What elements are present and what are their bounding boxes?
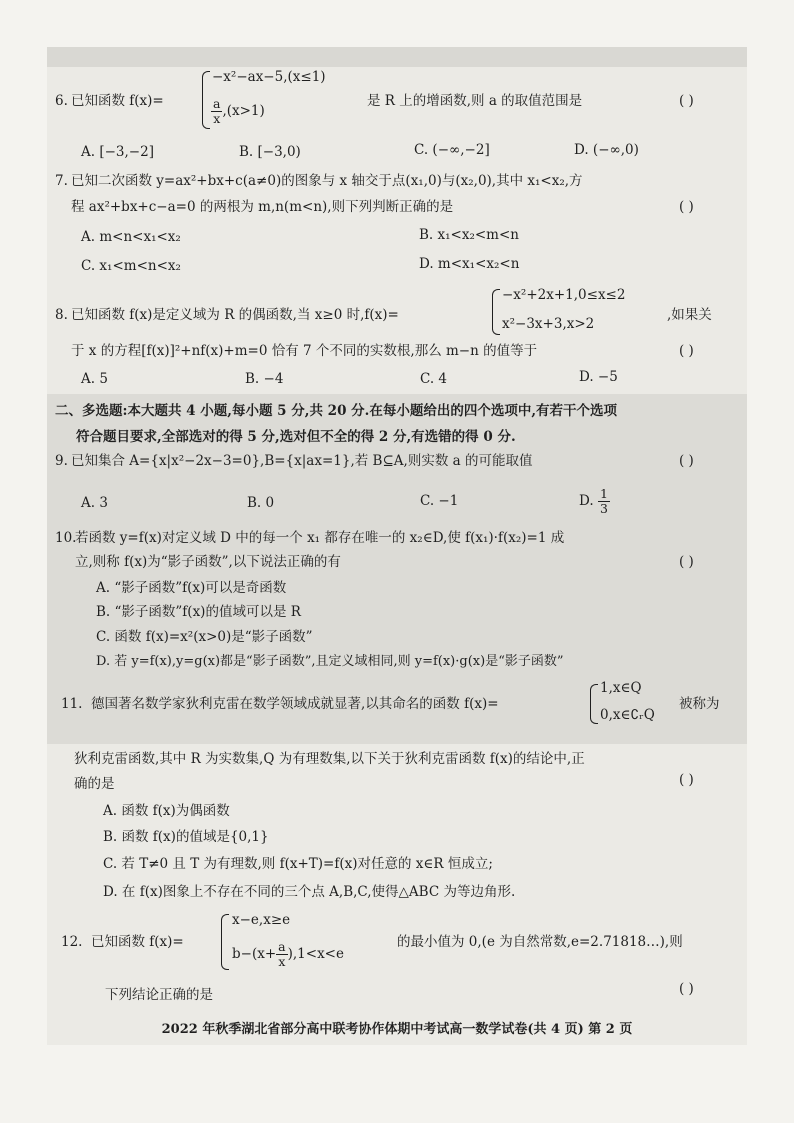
question-line-2: 下列结论正确的是 xyxy=(105,987,213,1003)
answer-parentheses: ( ) xyxy=(679,93,694,109)
piecewise-case-2: 0,x∈∁ᵣQ xyxy=(600,707,655,723)
piecewise-case-1: −x²−ax−5,(x≤1) xyxy=(212,69,326,85)
piecewise-brace xyxy=(202,71,210,129)
fraction-denominator: x xyxy=(213,111,221,126)
option-d: D. m<x₁<x₂<n xyxy=(419,256,520,272)
option-b: B. [−3,0) xyxy=(239,144,301,160)
fraction-denominator: 3 xyxy=(599,501,608,516)
question-number: 8. xyxy=(55,307,68,323)
question-line-3: 确的是 xyxy=(74,776,115,792)
question-number: 10. xyxy=(55,530,77,546)
question-8 xyxy=(47,285,747,343)
option-a: A. 函数 f(x)为偶函数 xyxy=(103,803,230,819)
question-stem: 已知函数 f(x)= xyxy=(91,934,184,950)
option-label: D. xyxy=(579,493,594,509)
piecewise-brace xyxy=(590,684,598,724)
question-number: 9. xyxy=(55,453,68,469)
question-line-2: 立,则称 f(x)为“影子函数”,以下说法正确的有 xyxy=(75,554,341,570)
answer-parentheses: ( ) xyxy=(679,981,694,997)
piecewise-case-2: x²−3x+3,x>2 xyxy=(502,316,595,332)
option-d: D. 若 y=f(x),y=g(x)都是“影子函数”,且定义域相同,则 y=f(x)·g(x)是“影子函数” xyxy=(96,654,564,669)
option-d: D. (−∞,0) xyxy=(574,142,639,158)
answer-parentheses: ( ) xyxy=(679,772,694,788)
answer-parentheses: ( ) xyxy=(679,554,694,570)
section-line-1: 二、多选题:本大题共 4 小题,每小题 5 分,共 20 分.在每小题给出的四个选项中,有若干个选项 xyxy=(55,403,618,419)
fraction-denominator: x xyxy=(278,954,286,969)
option-c: C. 4 xyxy=(420,371,448,387)
option-c: C. (−∞,−2] xyxy=(414,142,490,158)
option-d xyxy=(579,487,610,516)
question-12 xyxy=(47,910,747,976)
question-stem: 德国著名数学家狄利克雷在数学领域成就显著,以其命名的函数 f(x)= xyxy=(91,696,499,712)
option-b: B. 0 xyxy=(247,495,275,511)
option-c: C. x₁<m<n<x₂ xyxy=(81,258,181,274)
question-stem: 已知函数 f(x)= xyxy=(71,93,164,109)
piecewise-case-1: 1,x∈Q xyxy=(600,680,642,696)
option-a: A. 5 xyxy=(81,371,108,387)
question-tail: 的最小值为 0,(e 为自然常数,e=2.71818…),则 xyxy=(397,934,683,950)
scan-shade-top xyxy=(47,47,747,67)
option-c: C. 若 T≠0 且 T 为有理数,则 f(x+T)=f(x)对任意的 x∈R 恒成立; xyxy=(103,856,493,872)
option-b: B. “影子函数”f(x)的值域可以是 R xyxy=(96,604,301,620)
answer-parentheses: ( ) xyxy=(679,343,694,359)
case-prefix: b−(x+ xyxy=(232,946,277,962)
fraction-numerator: 1 xyxy=(599,486,608,501)
piecewise-brace xyxy=(221,914,229,970)
option-a: A. “影子函数”f(x)可以是奇函数 xyxy=(96,580,287,596)
question-number: 11. xyxy=(61,696,83,712)
question-tail: 被称为 xyxy=(679,696,720,712)
fraction-numerator: a xyxy=(278,939,286,954)
piecewise-case-2 xyxy=(232,940,344,969)
question-line-2: 狄利克雷函数,其中 R 为实数集,Q 为有理数集,以下关于狄利克雷函数 f(x)的结论中,正 xyxy=(74,751,585,767)
option-d: D. −5 xyxy=(579,369,618,385)
question-number: 6. xyxy=(55,93,68,109)
page-footer: 2022 年秋季湖北省部分高中联考协作体期中考试高一数学试卷(共 4 页) 第 2 页 xyxy=(161,1022,633,1037)
option-c: C. −1 xyxy=(420,493,459,509)
answer-parentheses: ( ) xyxy=(679,199,694,215)
question-number: 12. xyxy=(61,934,83,950)
piecewise-brace xyxy=(492,289,500,335)
fraction-numerator: a xyxy=(213,96,221,111)
question-line-2: 程 ax²+bx+c−a=0 的两根为 m,n(m<n),则下列判断正确的是 xyxy=(71,199,454,215)
question-stem: 已知集合 A={x|x²−2x−3=0},B={x|ax=1},若 B⊆A,则实数 a 的可能取值 xyxy=(71,453,533,469)
answer-parentheses: ( ) xyxy=(679,453,694,469)
case-suffix: ),1<x<e xyxy=(287,946,344,962)
piecewise-case-1: x−e,x≥e xyxy=(232,912,291,928)
question-line-1: 若函数 y=f(x)对定义域 D 中的每一个 x₁ 都存在唯一的 x₂∈D,使 f(x₁)·f(x₂)=1 成 xyxy=(75,530,565,546)
case-condition: ,(x>1) xyxy=(222,103,265,119)
question-11 xyxy=(47,678,747,730)
question-tail: 是 R 上的增函数,则 a 的取值范围是 xyxy=(367,93,583,109)
piecewise-case-2 xyxy=(211,97,265,126)
question-line-2: 于 x 的方程[f(x)]²+nf(x)+m=0 恰有 7 个不同的实数根,那么 m−n 的值等于 xyxy=(71,343,538,359)
option-b: B. x₁<x₂<m<n xyxy=(419,227,519,243)
option-a: A. [−3,−2] xyxy=(81,144,154,160)
question-6 xyxy=(47,67,747,137)
option-d: D. 在 f(x)图象上不存在不同的三个点 A,B,C,使得△ABC 为等边角形. xyxy=(103,884,516,900)
option-b: B. 函数 f(x)的值域是{0,1} xyxy=(103,829,269,845)
option-c: C. 函数 f(x)=x²(x>0)是“影子函数” xyxy=(96,629,313,645)
question-number: 7. xyxy=(55,173,68,189)
piecewise-case-1: −x²+2x+1,0≤x≤2 xyxy=(502,287,626,303)
question-line-1: 已知二次函数 y=ax²+bx+c(a≠0)的图象与 x 轴交于点(x₁,0)与(x₂,0),其中 x₁<x₂,方 xyxy=(71,173,583,189)
option-a: A. m<n<x₁<x₂ xyxy=(81,229,181,245)
exam-page xyxy=(47,47,747,1045)
question-stem: 已知函数 f(x)是定义域为 R 的偶函数,当 x≥0 时,f(x)= xyxy=(71,307,399,323)
option-a: A. 3 xyxy=(81,495,108,511)
question-tail: ,如果关 xyxy=(667,307,712,323)
option-b: B. −4 xyxy=(245,371,284,387)
section-line-2: 符合题目要求,全部选对的得 5 分,选对但不全的得 2 分,有选错的得 0 分. xyxy=(76,429,516,445)
